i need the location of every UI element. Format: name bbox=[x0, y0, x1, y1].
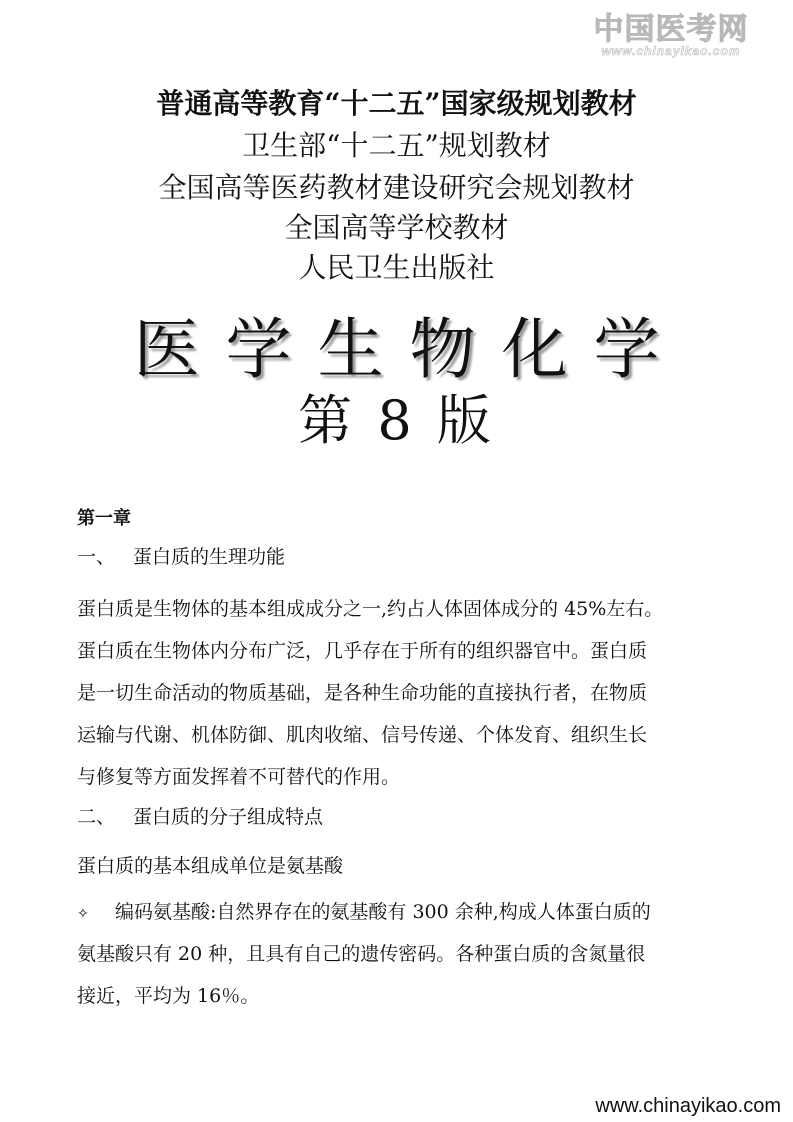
paragraph-line: 蛋白质是生物体的基本组成成分之一,约占人体固体成分的 45%左右。 bbox=[77, 598, 664, 620]
research-society-line: 全国高等医药教材建设研究会规划教材 bbox=[158, 171, 635, 204]
section-number: 一、 bbox=[77, 546, 116, 568]
paragraph-line: 氨基酸只有 20 种，且具有自己的遗传密码。各种蛋白质的含氮量很 bbox=[77, 943, 646, 965]
section-number: 二、 bbox=[77, 806, 116, 828]
paragraph-line: 蛋白质的基本组成单位是氨基酸 bbox=[77, 855, 344, 877]
bullet-item bbox=[77, 897, 651, 924]
book-title: 医学生物化学 bbox=[133, 311, 686, 388]
ministry-series-line: 卫生部“十二五”规划教材 bbox=[242, 129, 551, 162]
section-title: 蛋白质的分子组成特点 bbox=[133, 806, 324, 828]
series-title: 普通高等教育“十二五”国家级规划教材 bbox=[156, 87, 637, 120]
publisher-line: 人民卫生出版社 bbox=[298, 251, 495, 284]
watermark-logo bbox=[561, 14, 781, 58]
university-textbook-line: 全国高等学校教材 bbox=[284, 211, 509, 244]
diamond-bullet-icon: ✧ bbox=[77, 906, 89, 922]
paragraph-line: 运输与代谢、机体防御、肌肉收缩、信号传递、个体发育、组织生长 bbox=[77, 724, 648, 746]
watermark-logo-url: www.chinayikao.com bbox=[601, 44, 741, 58]
section-title: 蛋白质的生理功能 bbox=[133, 546, 286, 568]
paragraph-line: 接近，平均为 16％。 bbox=[77, 985, 260, 1007]
bullet-text: 编码氨基酸:自然界存在的氨基酸有 300 余种,构成人体蛋白质的 bbox=[115, 901, 651, 923]
watermark-logo-chinese: 中国医考网 bbox=[593, 12, 749, 47]
paragraph-line: 是一切生命活动的物质基础，是各种生命功能的直接执行者，在物质 bbox=[77, 682, 648, 704]
footer-watermark-url: www.chinayikao.com bbox=[595, 1095, 781, 1117]
paragraph-line: 蛋白质在生物体内分布广泛，几乎存在于所有的组织器官中。蛋白质 bbox=[77, 640, 648, 662]
section-heading-2 bbox=[77, 802, 323, 829]
edition-label: 第 8 版 bbox=[298, 389, 495, 452]
paragraph-line: 与修复等方面发挥着不可替代的作用。 bbox=[77, 766, 401, 788]
chapter-heading: 第一章 bbox=[77, 508, 131, 529]
section-heading-1 bbox=[77, 542, 285, 569]
